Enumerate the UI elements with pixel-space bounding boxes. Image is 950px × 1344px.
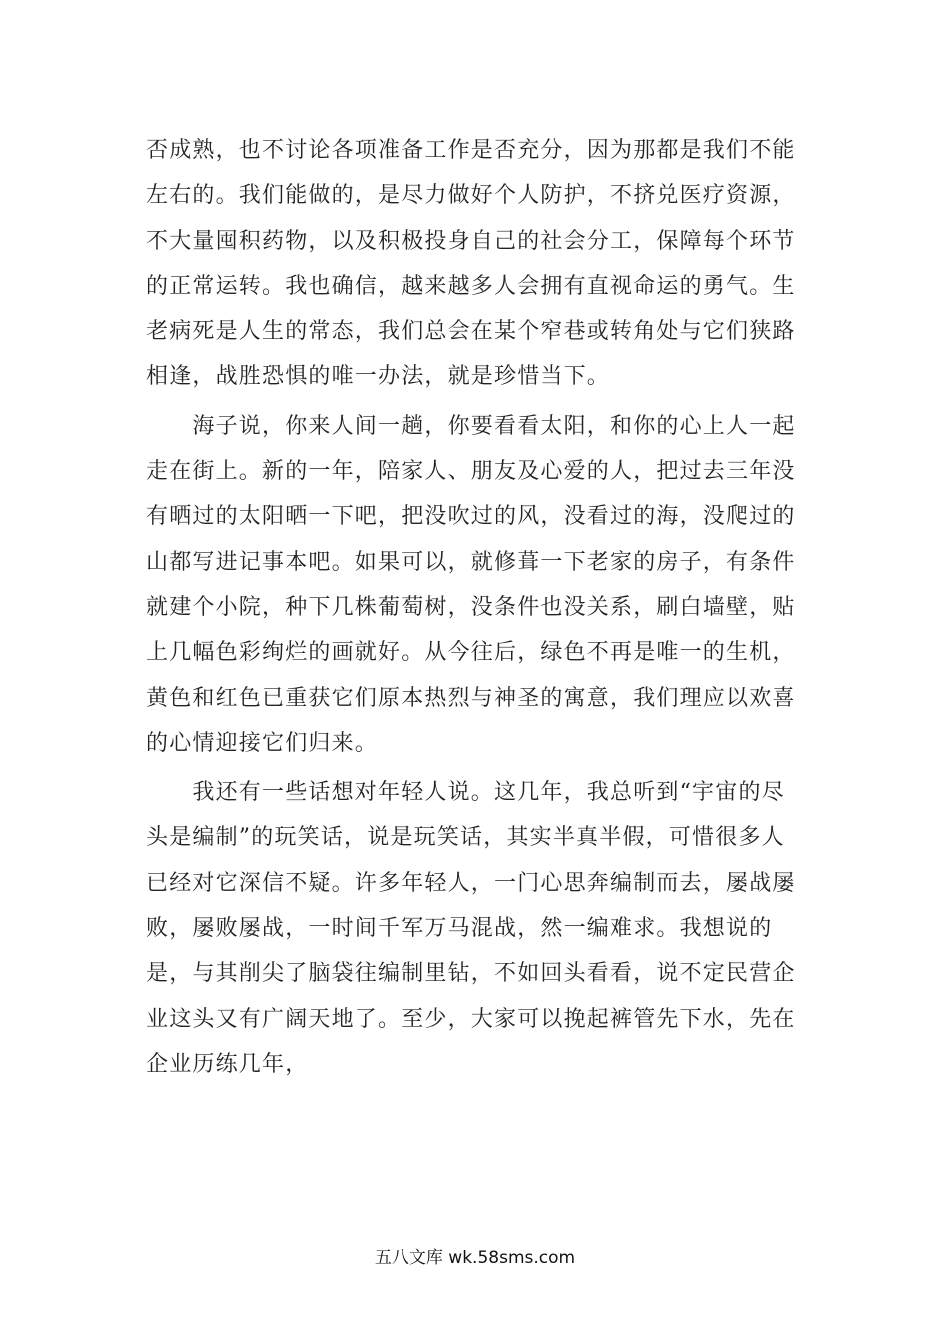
- body-text: [146, 128, 806, 1087]
- paragraph-2: 海子说，你来人间一趟，你要看看太阳，和你的心上人一起走在街上。新的一年，陪家人、朋友及心爱的人，把过去三年没有晒过的太阳晒一下吧，把没吹过的风，没看过的海，没爬过的山都写进记事本吧。如果可以，就修葺一下老家的房子，有条件就建个小院，种下几株葡萄树，没条件也没关系，刷白墙壁，贴上几幅色彩绚烂的画就好。从今往后，绿色不再是唯一的生机，黄色和红色已重获它们原本热烈与神圣的寓意，我们理应以欢喜的心情迎接它们归来。: [146, 413, 796, 756]
- paragraph-3: 我还有一些话想对年轻人说。这几年，我总听到“宇宙的尽头是编制”的玩笑话，说是玩笑话，其实半真半假，可惜很多人已经对它深信不疑。许多年轻人，一门心思奔编制而去，屡战屡败，屡败屡战，一时间千军万马混战，然一编难求。我想说的是，与其削尖了脑袋往编制里钻，不如回头看看，说不定民营企业这头又有广阔天地了。至少，大家可以挽起裤管先下水，先在企业历练几年，: [146, 780, 796, 1077]
- footer-watermark: 五八文库 wk.58sms.com: [374, 1248, 576, 1268]
- paragraph-1: 否成熟，也不讨论各项准备工作是否充分，因为那都是我们不能左右的。我们能做的，是尽力做好个人防护，不挤兑医疗资源，不大量囤积药物，以及积极投身自己的社会分工，保障每个环节的正常运转。我也确信，越来越多人会拥有直视命运的勇气。生老病死是人生的常态，我们总会在某个窄巷或转角处与它们狭路相逢，战胜恐惧的唯一办法，就是珍惜当下。: [146, 138, 796, 390]
